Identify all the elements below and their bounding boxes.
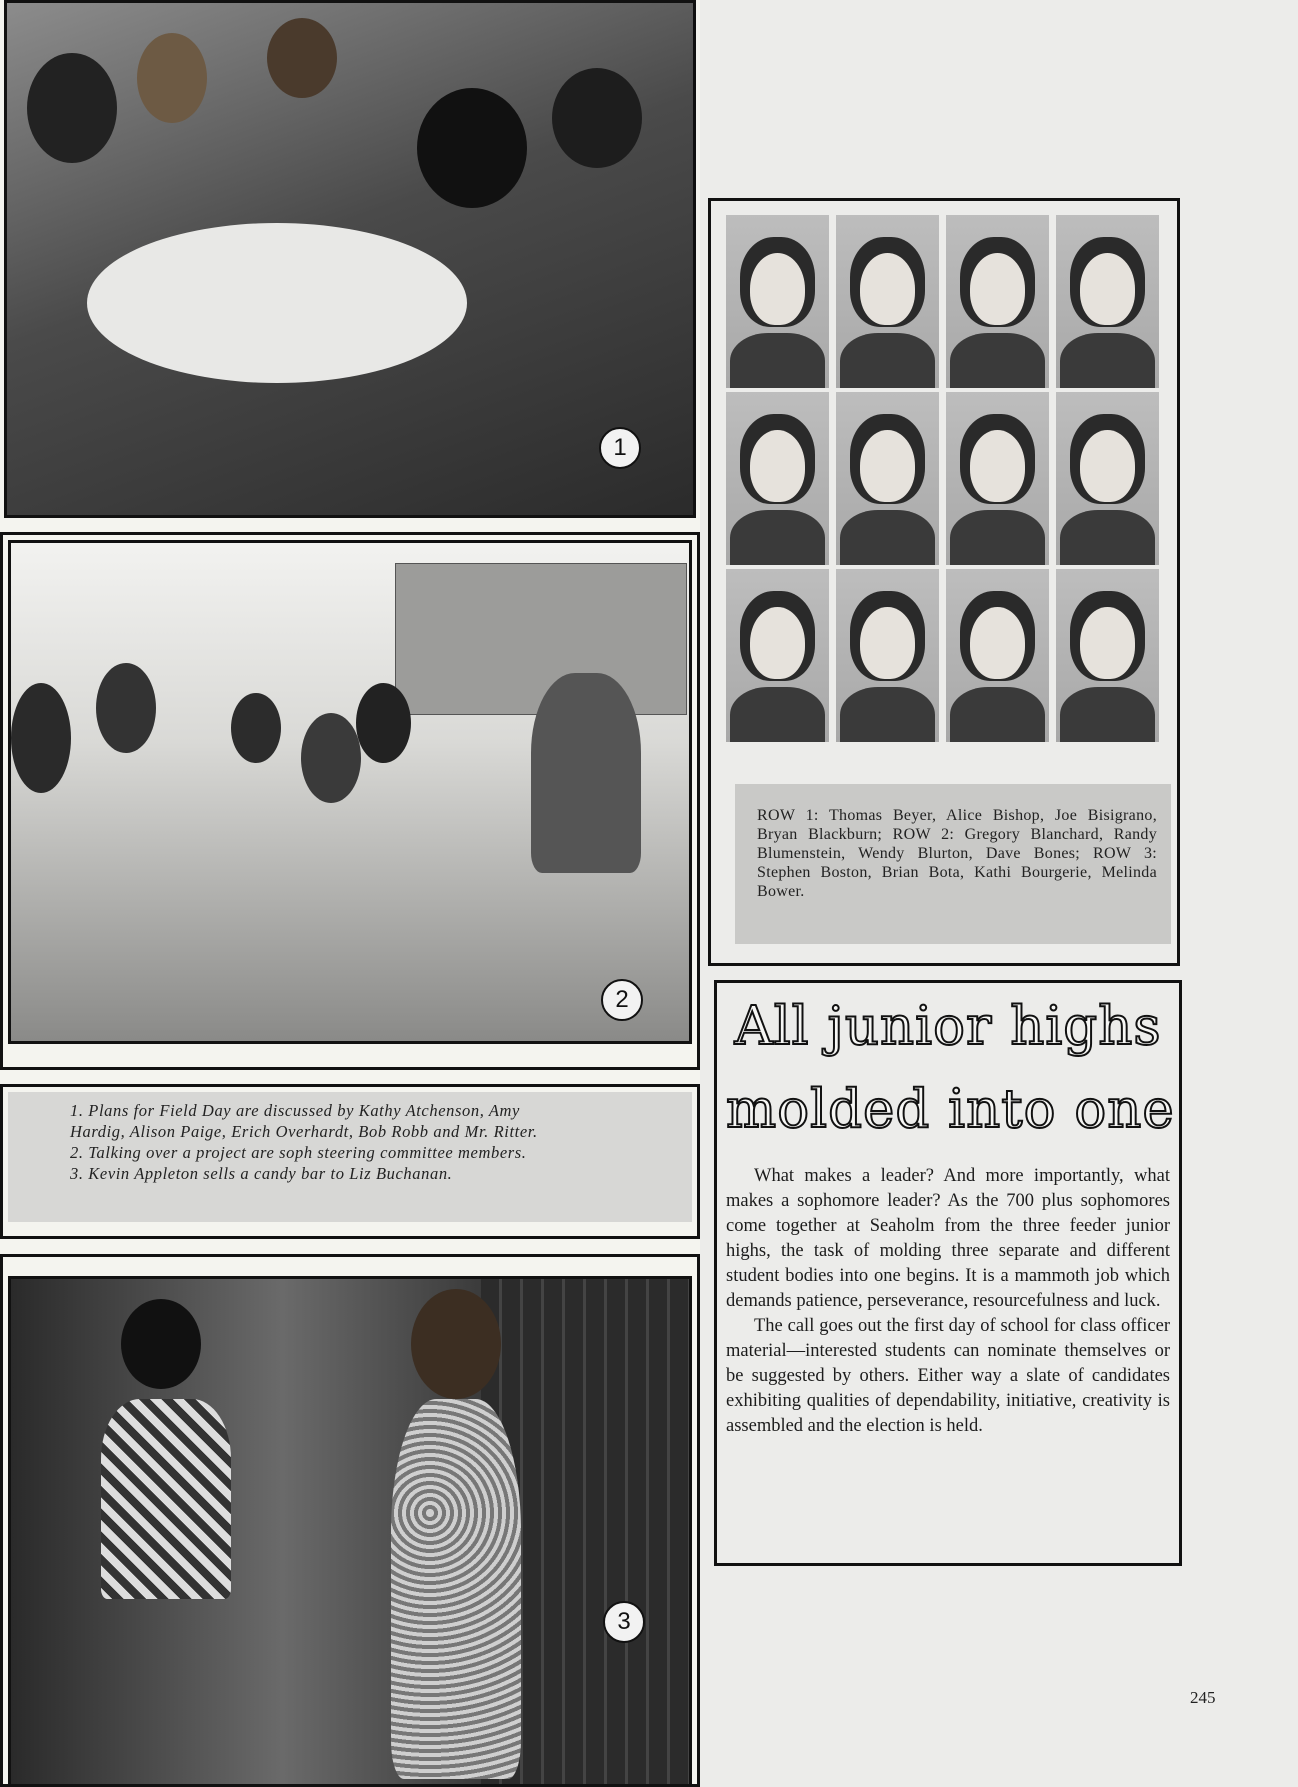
caption-line: 2. Talking over a project are soph steering committee members.	[70, 1143, 527, 1162]
portrait-photo	[1056, 392, 1159, 565]
portrait-photo	[946, 569, 1049, 742]
portrait-photo	[1056, 569, 1159, 742]
article-headline	[726, 985, 1175, 1151]
portrait-roster-caption: ROW 1: Thomas Beyer, Alice Bishop, Joe Bisigrano, Bryan Blackburn; ROW 2: Gregory Blanchard, Randy Blumenstein, Wendy Blurton, Dave Bones; ROW 3: Stephen Boston, Brian Bota, Kathi Bourgerie, Melinda Bower.	[735, 784, 1171, 944]
portrait-photo	[726, 215, 829, 388]
portrait-photo	[836, 392, 939, 565]
headline-line: All junior highs	[734, 996, 1162, 1057]
caption-line: 3. Kevin Appleton sells a candy bar to Liz Buchanan.	[70, 1164, 453, 1183]
photo-candy-sale	[8, 1276, 692, 1787]
photo-number-badge: 2	[601, 979, 643, 1021]
article-body	[726, 1164, 1170, 1439]
photo-steering-committee	[8, 540, 692, 1044]
portrait-grid	[726, 215, 1159, 742]
photo-captions	[8, 1092, 692, 1222]
caption-line: Hardig, Alison Paige, Erich Overhardt, Bob Robb and Mr. Ritter.	[70, 1122, 538, 1141]
article-paragraph: The call goes out the first day of school for class officer material—interested students can nominate themselves or be suggested by others. Either way a slate of candidates exhibiting qualities of dependability, initiative, creativity is assembled and the election is held.	[726, 1316, 1170, 1436]
page-number: 245	[1190, 1688, 1216, 1707]
photo-field-day-meeting	[4, 0, 696, 518]
portrait-photo	[946, 392, 1049, 565]
photo-number-badge: 1	[599, 427, 641, 469]
photo-number-badge: 3	[603, 1601, 645, 1643]
caption-line: 1. Plans for Field Day are discussed by Kathy Atchenson, Amy	[70, 1101, 520, 1120]
portrait-photo	[836, 215, 939, 388]
article-paragraph: What makes a leader? And more importantly, what makes a sophomore leader? As the 700 plus sophomores come together at Seaholm from the three feeder junior highs, the task of molding three separate and different student bodies into one begins. It is a mammoth job which demands patience, perseverance, resourcefulness and luck.	[726, 1166, 1170, 1311]
portrait-photo	[946, 215, 1049, 388]
portrait-photo	[726, 392, 829, 565]
portrait-photo	[1056, 215, 1159, 388]
portrait-photo	[836, 569, 939, 742]
portrait-photo	[726, 569, 829, 742]
headline-line: molded into one	[726, 1079, 1175, 1140]
